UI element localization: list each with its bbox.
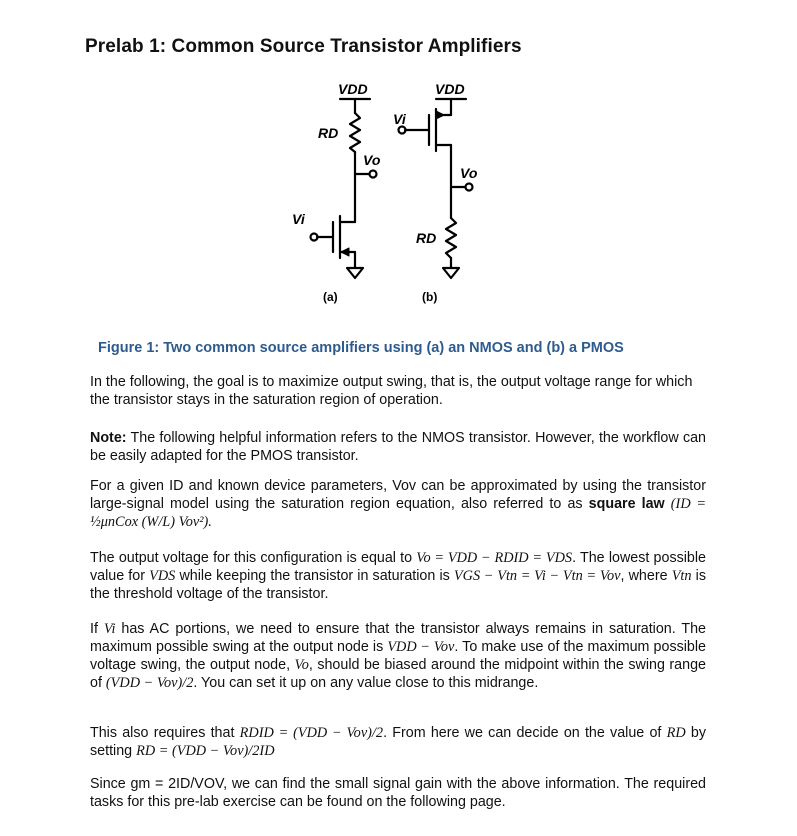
p6-eq-2: RD	[666, 725, 686, 741]
rd-label-a: RD	[318, 125, 339, 141]
p6-eq-1: RDID = (VDD − Vov)/2	[239, 725, 384, 741]
p5-text-2: has AC portions, we need to ensure that the transistor always remains in saturation. The maximum possible swing at the output node is	[90, 621, 706, 655]
p4-eq-4: Vtn	[671, 568, 692, 584]
sub-label-a: (a)	[323, 290, 338, 304]
p5-text-4: , should be biased around the midpoint within the swing range of	[90, 657, 706, 691]
vo-label-a: Vo	[363, 152, 381, 168]
vdd-label-a: VDD	[338, 81, 368, 97]
p5-text-3: . To make use of the maximum possible voltage swing, the output node,	[90, 639, 706, 673]
square-law-formula: (ID = ½μnCox (W/L) Vov²).	[90, 496, 706, 530]
vi-label-b: Vi	[393, 111, 406, 127]
p5-eq-4: (VDD − Vov)/2	[105, 675, 194, 691]
vdd-label-b: VDD	[435, 81, 465, 97]
p5-eq-3: Vo	[294, 657, 309, 673]
p5-eq-2: VDD − Vov	[387, 639, 455, 655]
circuit-figure	[0, 0, 797, 320]
circuit-b-pmos	[399, 99, 473, 278]
p4-text-1: The output voltage for this configuration is equal to	[90, 550, 417, 566]
p6-text-3: by setting	[90, 725, 706, 759]
p4-eq-3: VGS − Vtn = Vi − Vtn = Vov	[453, 568, 621, 584]
figure-caption: Figure 1: Two common source amplifiers using (a) an NMOS and (b) a PMOS	[98, 340, 624, 356]
p5-text-5: . You can set it up on any value close to this midrange.	[193, 675, 539, 691]
square-law-term: square law	[588, 496, 665, 512]
paragraph-note	[90, 429, 706, 465]
p4-text-5: is the threshold voltage of the transistor.	[90, 568, 706, 602]
paragraph-square-law	[90, 477, 706, 531]
sub-label-b: (b)	[422, 290, 438, 304]
note-label: Note:	[90, 430, 127, 446]
p6-text-2: . From here we can decide on the value of	[383, 725, 667, 741]
paragraph-swing	[90, 620, 706, 692]
note-text: The following helpful information refers to the NMOS transistor. However, the workflow can be easily adapted for the PMOS transistor.	[90, 430, 706, 464]
page-title: Prelab 1: Common Source Transistor Amplifiers	[85, 36, 522, 57]
square-law-text: For a given ID and known device parameters, Vov can be approximated by using the transistor large-signal model using the saturation region equation, also referred to as	[90, 478, 706, 512]
vo-label-b: Vo	[460, 165, 478, 181]
paragraph-rd-value	[90, 724, 706, 760]
p5-eq-1: Vi	[103, 621, 116, 637]
p4-text-3: while keeping the transistor in saturation is	[175, 568, 454, 584]
p6-text-1: This also requires that	[90, 725, 240, 741]
p4-eq-1: Vo = VDD − RDID = VDS	[416, 550, 573, 566]
paragraph-output-voltage	[90, 549, 706, 603]
p4-text-2: . The lowest possible value for	[90, 550, 706, 584]
paragraph-goal: In the following, the goal is to maximize output swing, that is, the output voltage range for which the transistor stays in the saturation region of operation.	[90, 374, 693, 408]
p5-text-1: If	[90, 621, 104, 637]
vi-label-a: Vi	[292, 211, 305, 227]
p6-eq-3: RD = (VDD − Vov)/2ID	[136, 743, 275, 759]
rd-label-b: RD	[416, 230, 437, 246]
p4-eq-2: VDS	[149, 568, 176, 584]
paragraph-gain: Since gm = 2ID/VOV, we can find the small signal gain with the above information. The required tasks for this pre-lab exercise can be found on the following page.	[90, 776, 706, 810]
p4-text-4: , where	[620, 568, 672, 584]
